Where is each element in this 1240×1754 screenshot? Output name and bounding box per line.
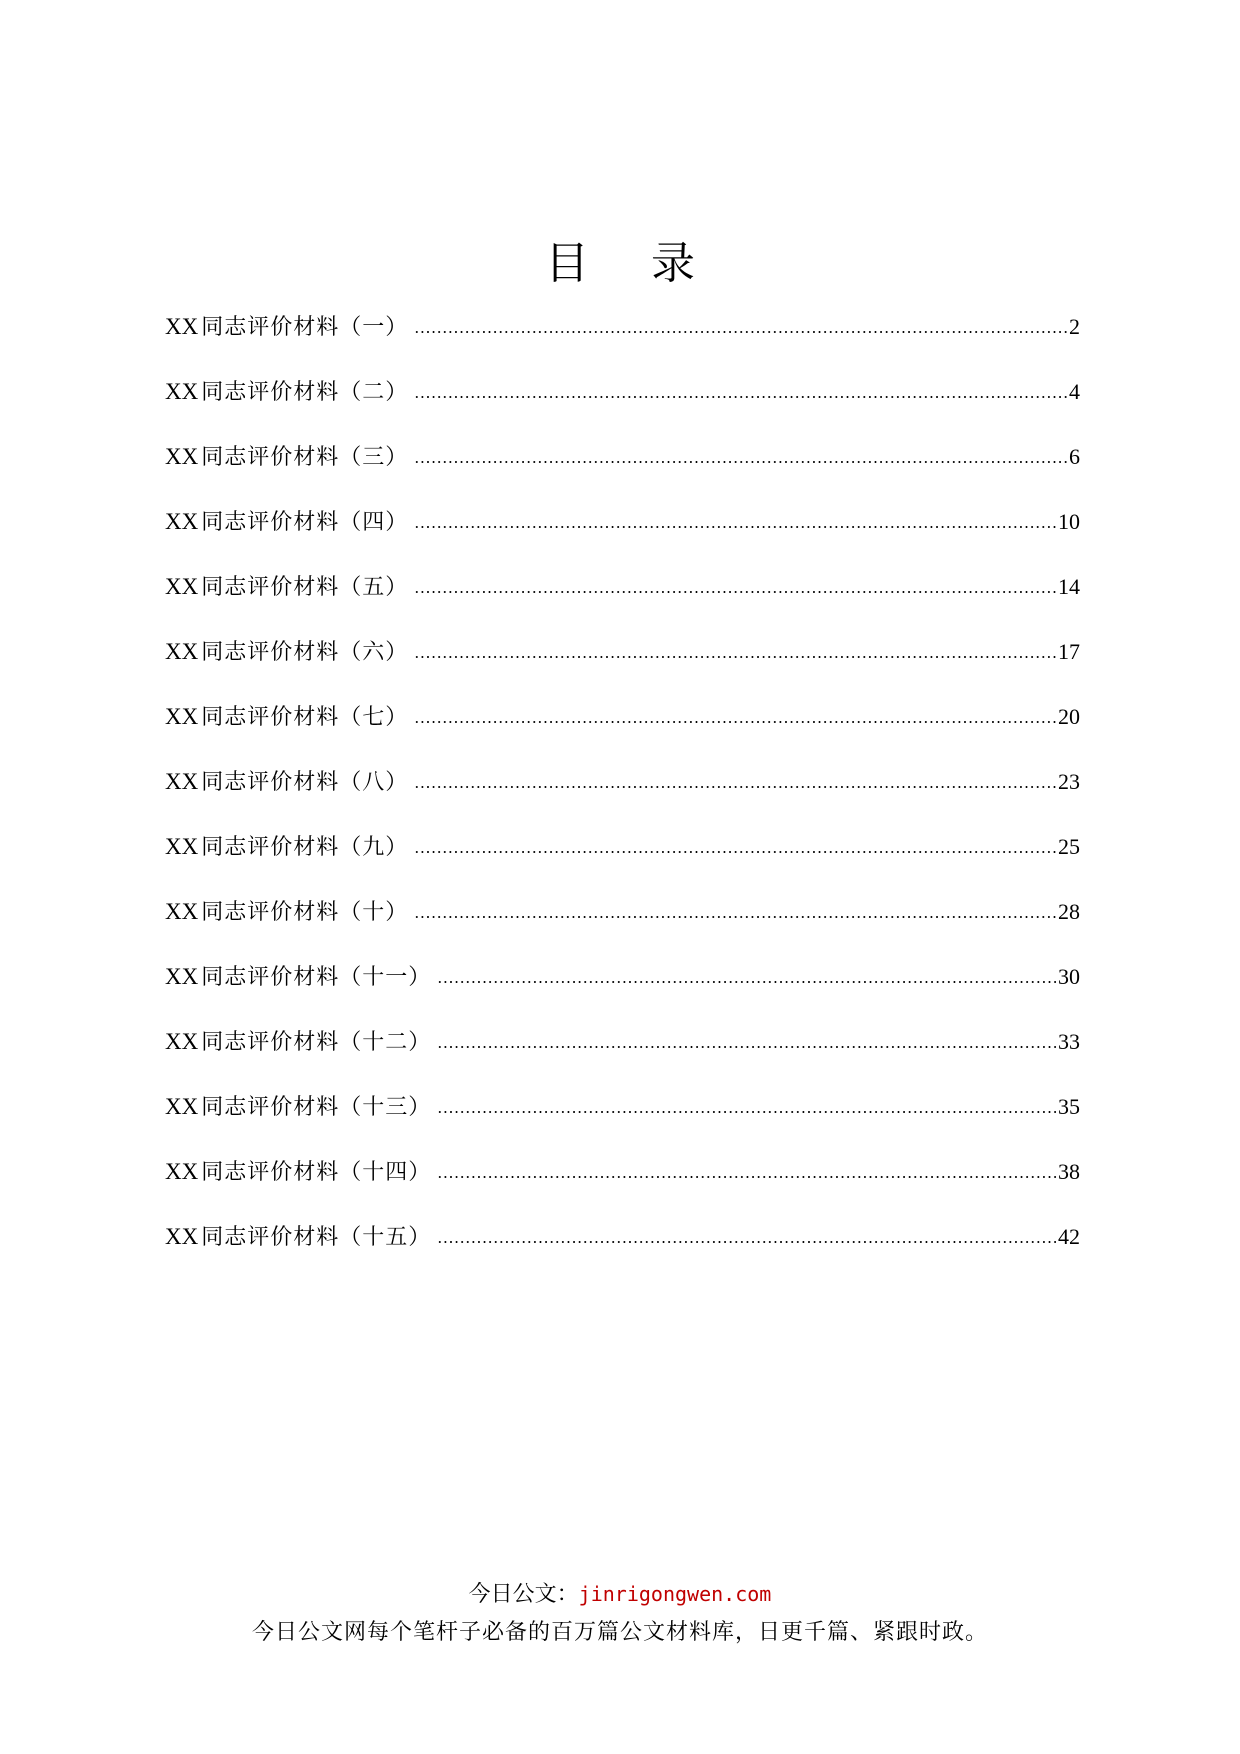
toc-entry-page: 17 — [1058, 639, 1080, 664]
toc-entry-label — [165, 960, 431, 995]
toc-entry-name: 同志评价材料（十五） — [201, 1225, 432, 1250]
toc-entry-label — [165, 1025, 431, 1060]
toc-entry-name: 同志评价材料（三） — [201, 445, 409, 470]
toc-entry-label — [165, 830, 408, 865]
toc-entry[interactable] — [165, 700, 1080, 765]
toc-entry-name: 同志评价材料（十二） — [201, 1030, 432, 1055]
toc-dot-leader — [414, 832, 1056, 854]
toc-entry-name: 同志评价材料（五） — [201, 575, 409, 600]
toc-entry-label — [165, 1090, 431, 1125]
toc-entry-page: 4 — [1069, 379, 1080, 404]
footer-brand-label: 今日公文： — [468, 1582, 579, 1607]
toc-entry[interactable] — [165, 830, 1080, 895]
toc-entry-page: 14 — [1058, 574, 1080, 599]
footer-slogan: 今日公文网每个笔杆子必备的百万篇公文材料库，日更千篇、紧跟时政。 — [251, 1620, 988, 1645]
toc-entry-name: 同志评价材料（四） — [201, 510, 409, 535]
toc-entry-prefix: XX — [165, 574, 199, 599]
toc-entry-label — [165, 440, 408, 475]
toc-title: 目 录 — [545, 238, 719, 289]
toc-entry-prefix: XX — [165, 509, 199, 534]
toc-dot-leader — [414, 702, 1056, 724]
toc-entry[interactable] — [165, 310, 1080, 375]
toc-entry-name: 同志评价材料（九） — [201, 835, 409, 860]
toc-entry[interactable] — [165, 960, 1080, 1025]
toc-entry-label — [165, 310, 408, 345]
toc-entry-prefix: XX — [165, 444, 199, 469]
footer-site-link[interactable]: jinrigongwen.com — [578, 1582, 772, 1606]
toc-dot-leader — [414, 442, 1067, 464]
toc-entry[interactable] — [165, 505, 1080, 570]
toc-entry-label — [165, 1155, 431, 1190]
toc-entry-page: 2 — [1069, 314, 1080, 339]
toc-entry-prefix: XX — [165, 704, 199, 729]
toc-entry[interactable] — [165, 635, 1080, 700]
toc-entry-prefix: XX — [165, 1029, 199, 1054]
toc-entry-name: 同志评价材料（十一） — [201, 965, 432, 990]
toc-entry-name: 同志评价材料（八） — [201, 770, 409, 795]
toc-dot-leader — [437, 1092, 1056, 1114]
toc-entry-prefix: XX — [165, 314, 199, 339]
toc-entry-label — [165, 1220, 431, 1255]
toc-entry-page: 35 — [1058, 1094, 1080, 1119]
toc-entry-prefix: XX — [165, 834, 199, 859]
toc-entry-name: 同志评价材料（一） — [201, 315, 409, 340]
toc-entry-label — [165, 635, 408, 670]
toc-dot-leader — [414, 897, 1056, 919]
toc-entry-prefix: XX — [165, 639, 199, 664]
toc-entry-prefix: XX — [165, 769, 199, 794]
toc-entry-page: 42 — [1058, 1224, 1080, 1249]
toc-entry-prefix: XX — [165, 899, 199, 924]
toc-entry[interactable] — [165, 765, 1080, 830]
toc-entry-page: 6 — [1069, 444, 1080, 469]
toc-entry-page: 20 — [1058, 704, 1080, 729]
toc-entry-page: 25 — [1058, 834, 1080, 859]
toc-entry-label — [165, 700, 408, 735]
toc-entry-label — [165, 505, 408, 540]
toc-dot-leader — [437, 1222, 1056, 1244]
toc-entry-label — [165, 895, 408, 930]
toc-entry-prefix: XX — [165, 1094, 199, 1119]
toc-entry-page: 23 — [1058, 769, 1080, 794]
toc-entry-name: 同志评价材料（十） — [201, 900, 409, 925]
toc-entry-prefix: XX — [165, 1224, 199, 1249]
toc-entry-label — [165, 765, 408, 800]
toc-entry-prefix: XX — [165, 1159, 199, 1184]
toc-entry[interactable] — [165, 895, 1080, 960]
toc-entry[interactable] — [165, 570, 1080, 635]
toc-entry-page: 28 — [1058, 899, 1080, 924]
toc-entry[interactable] — [165, 1220, 1080, 1285]
toc-entry-label — [165, 375, 408, 410]
toc-entry-prefix: XX — [165, 379, 199, 404]
toc-entry-name: 同志评价材料（二） — [201, 380, 409, 405]
toc-entry-name: 同志评价材料（十四） — [201, 1160, 432, 1185]
toc-entry[interactable] — [165, 440, 1080, 505]
toc-entry-name: 同志评价材料（六） — [201, 640, 409, 665]
footer-brand-line — [0, 1579, 1240, 1610]
toc-dot-leader — [414, 572, 1056, 594]
toc-list — [165, 310, 1080, 1285]
toc-dot-leader — [414, 377, 1067, 399]
toc-dot-leader — [414, 312, 1067, 334]
toc-entry[interactable] — [165, 375, 1080, 440]
toc-entry-page: 10 — [1058, 509, 1080, 534]
toc-entry-page: 33 — [1058, 1029, 1080, 1054]
toc-dot-leader — [437, 1027, 1056, 1049]
toc-entry[interactable] — [165, 1025, 1080, 1090]
toc-entry-label — [165, 570, 408, 605]
toc-entry-prefix: XX — [165, 964, 199, 989]
toc-dot-leader — [437, 1157, 1056, 1179]
toc-entry-name: 同志评价材料（七） — [201, 705, 409, 730]
toc-dot-leader — [414, 507, 1056, 529]
toc-dot-leader — [414, 767, 1056, 789]
toc-entry-page: 38 — [1058, 1159, 1080, 1184]
toc-dot-leader — [414, 637, 1056, 659]
toc-entry-name: 同志评价材料（十三） — [201, 1095, 432, 1120]
toc-dot-leader — [437, 962, 1056, 984]
toc-entry[interactable] — [165, 1155, 1080, 1220]
toc-entry[interactable] — [165, 1090, 1080, 1155]
toc-entry-page: 30 — [1058, 964, 1080, 989]
